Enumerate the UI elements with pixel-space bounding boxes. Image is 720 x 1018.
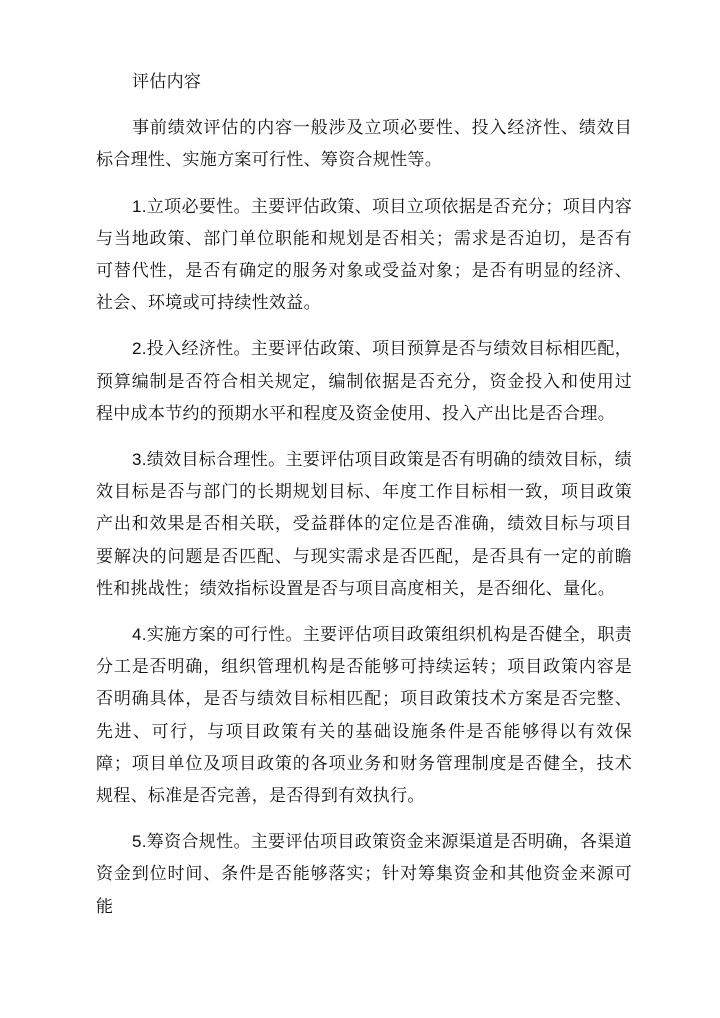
item-paragraph-2 <box>96 333 632 430</box>
item-paragraph-5 <box>96 826 632 923</box>
item-paragraph-1 <box>96 191 632 320</box>
document-body <box>96 66 632 937</box>
item-paragraph-4 <box>96 619 632 812</box>
item-number: 1. <box>132 196 147 216</box>
item-text: 筹资合规性。主要评估项目政策资金来源渠道是否明确，各渠道资金到位时间、条件是否能够落实；针对筹集资金和其他资金来源可能 <box>96 832 632 917</box>
item-text: 投入经济性。主要评估政策、项目预算是否与绩效目标相匹配，预算编制是否符合相关规定，编制依据是否充分，资金投入和使用过程中成本节约的预期水平和程度及资金使用、投入产出比是否合理。 <box>96 339 632 424</box>
item-number: 3. <box>132 450 147 470</box>
item-text: 实施方案的可行性。主要评估项目政策组织机构是否健全，职责分工是否明确，组织管理机构是否能够可持续运转；项目政策内容是否明确具体，是否与绩效目标相匹配；项目政策技术方案是否完整、先进、可行，与项目政策有关的基础设施条件是否能够得以有效保障；项目单位及项目政策的各项业务和财务管理制度是否健全，技术规程、标准是否完善，是否得到有效执行。 <box>96 625 632 807</box>
item-text: 绩效目标合理性。主要评估项目政策是否有明确的绩效目标，绩效目标是否与部门的长期规划目标、年度工作目标相一致，项目政策产出和效果是否相关联，受益群体的定位是否准确，绩效目标与项目要解决的问题是否匹配、与现实需求是否匹配，是否具有一定的前瞻性和挑战性；绩效指标设置是否与项目高度相关，是否细化、量化。 <box>96 450 632 599</box>
item-text: 立项必要性。主要评估政策、项目立项依据是否充分；项目内容与当地政策、部门单位职能和规划是否相关；需求是否迫切，是否有可替代性，是否有确定的服务对象或受益对象；是否有明显的经济、社会、环境或可持续性效益。 <box>96 196 632 314</box>
section-heading: 评估内容 <box>132 72 202 92</box>
item-paragraph-3 <box>96 444 632 605</box>
item-number: 5. <box>132 832 147 852</box>
intro-paragraph: 事前绩效评估的内容一般涉及立项必要性、投入经济性、绩效目标合理性、实施方案可行性、筹资合规性等。 <box>96 118 632 171</box>
item-number: 2. <box>132 339 147 359</box>
item-number: 4. <box>132 625 147 645</box>
